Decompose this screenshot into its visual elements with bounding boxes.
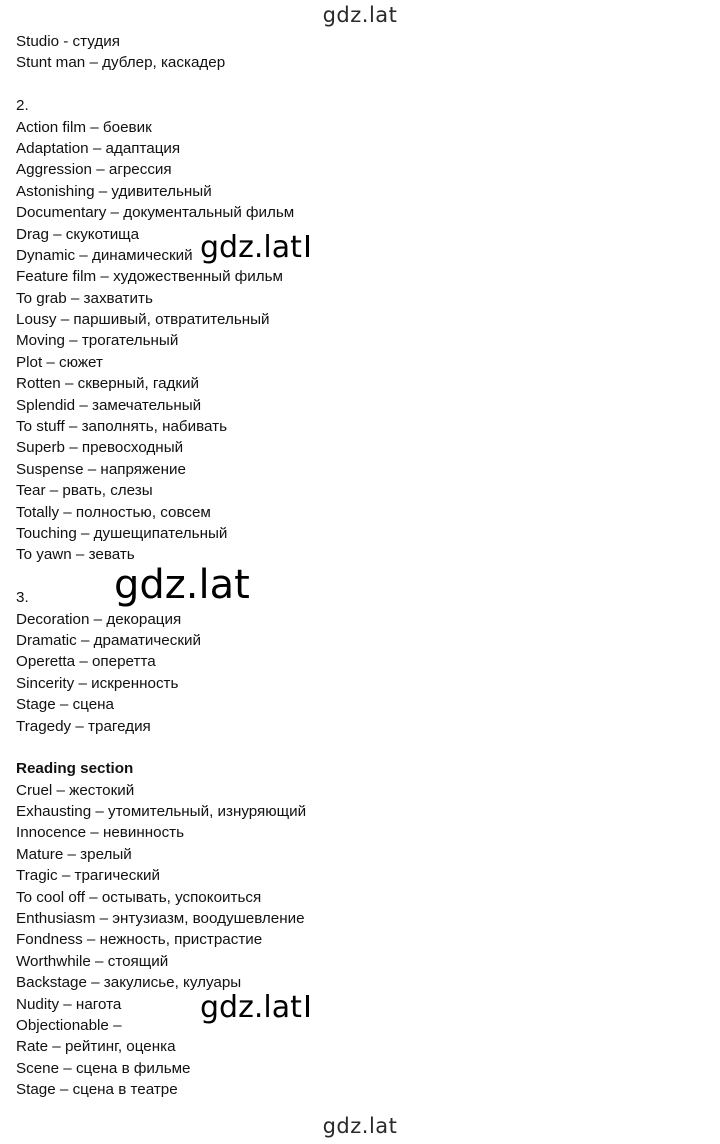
vocabulary-entry: Stunt man – дублер, каскадер [16, 54, 226, 72]
vocabulary-entry: Studio - студия [16, 33, 120, 50]
vocabulary-entry: Cruel – жестокий [16, 781, 135, 799]
vocabulary-entry: Plot – сюжет [16, 353, 103, 371]
overlay-watermark [112, 562, 254, 608]
vocabulary-entry: To yawn – зевать [16, 546, 135, 564]
vocabulary-entry: Nudity – нагота [16, 995, 122, 1013]
vocabulary-entry: Decoration – декорация [16, 610, 182, 628]
vocabulary-entry: Suspense – напряжение [16, 460, 186, 478]
vocabulary-entry: Backstage – закулисье, кулуары [16, 974, 242, 992]
overlay-watermark-text: gdz.lat [114, 562, 250, 608]
vocabulary-entry: Documentary – документальный фильм [16, 204, 295, 222]
overlay-watermark-text: gdz.lat [200, 230, 302, 265]
vocabulary-entry: Tragedy – трагедия [16, 717, 151, 735]
footer-watermark: gdz.lat [322, 1114, 398, 1138]
overlay-watermark [198, 990, 313, 1025]
blank-line [16, 74, 706, 95]
vocabulary-entry: Stage – сцена [16, 696, 114, 714]
vocabulary-entry: Sincerity – искренность [16, 674, 179, 692]
vocabulary-entry: Fondness – нежность, пристрастие [16, 931, 263, 949]
vocabulary-entry: Feature film – художественный фильм [16, 268, 283, 286]
vocabulary-entry: To cool off – остывать, успокоиться [16, 888, 262, 906]
vocabulary-entry: Tragic – трагический [16, 867, 160, 885]
vocabulary-entry: 2. [16, 97, 29, 115]
watermark-bar [306, 235, 309, 257]
vocabulary-entry: Moving – трогательный [16, 332, 179, 350]
vocabulary-entry: Mature – зрелый [16, 845, 132, 863]
vocabulary-entry: Operetta – оперетта [16, 653, 156, 671]
vocabulary-entry: To stuff – заполнять, набивать [16, 418, 227, 436]
vocabulary-entry: Dramatic – драматический [16, 631, 201, 649]
watermark-bar [306, 995, 309, 1017]
overlay-watermark [198, 230, 313, 265]
vocabulary-entry: Touching – душещипательный [16, 524, 228, 542]
vocabulary-entry: Innocence – невинность [16, 824, 185, 842]
vocabulary-entry: Dynamic – динамический [16, 246, 193, 264]
vocabulary-entry: Enthusiasm – энтузиазм, воодушевление [16, 910, 305, 928]
vocabulary-entry: Stage – сцена в театре [16, 1081, 178, 1099]
header-watermark: gdz.lat [322, 3, 398, 27]
vocabulary-entry: Rate – рейтинг, оценка [16, 1038, 176, 1056]
vocabulary-entry: Exhausting – утомительный, изнуряющий [16, 803, 307, 821]
overlay-watermark-text: gdz.lat [200, 990, 302, 1025]
vocabulary-entry: Scene – сцена в фильме [16, 1059, 191, 1077]
vocabulary-entry: Totally – полностью, совсем [16, 503, 211, 521]
vocabulary-entry: Action film – боевик [16, 118, 152, 136]
vocabulary-entry: Astonishing – удивительный [16, 182, 212, 200]
vocabulary-entry: Drag – скукотища [16, 225, 140, 243]
vocabulary-entry: Aggression – агрессия [16, 161, 172, 179]
vocabulary-entry: Tear – рвать, слезы [16, 482, 153, 500]
vocabulary-entry: Lousy – паршивый, отвратительный [16, 311, 270, 329]
vocabulary-entry: Objectionable – [16, 1016, 122, 1034]
blank-line [16, 737, 706, 758]
section-heading: Reading section [16, 760, 134, 778]
vocabulary-entry: Rotten – скверный, гадкий [16, 375, 200, 393]
vocabulary-entry: Splendid – замечательный [16, 396, 202, 414]
vocabulary-entry: Adaptation – адаптация [16, 139, 181, 157]
vocabulary-entry: To grab – захватить [16, 289, 153, 307]
vocabulary-entry: 3. [16, 589, 29, 607]
vocabulary-entry: Superb – превосходный [16, 439, 184, 457]
vocabulary-entry: Worthwhile – стоящий [16, 952, 169, 970]
